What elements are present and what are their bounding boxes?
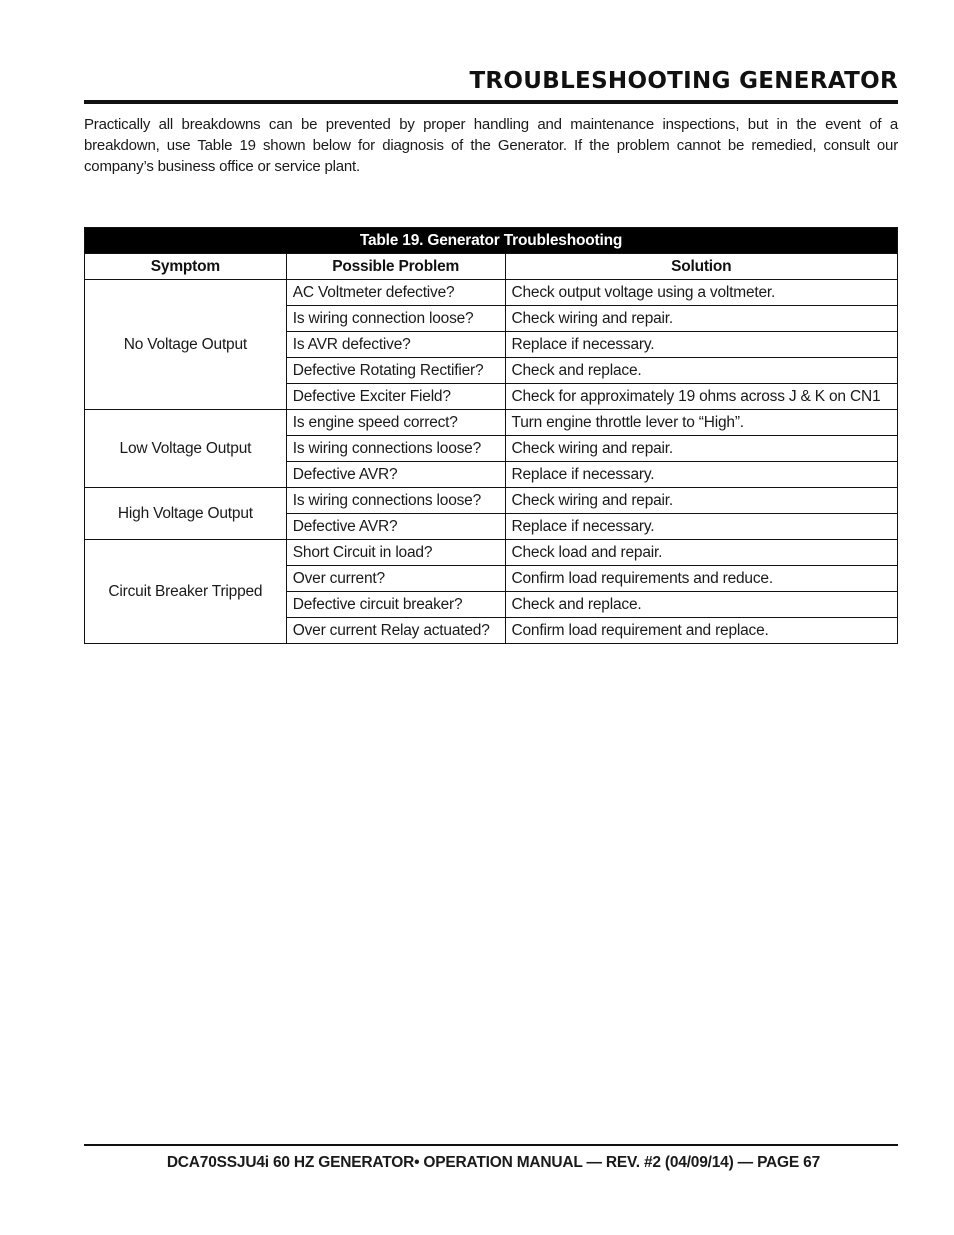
column-header-solution: Solution (505, 254, 897, 280)
solution-cell: Check load and repair. (505, 540, 897, 566)
solution-cell: Check wiring and repair. (505, 306, 897, 332)
problem-cell: Over current Relay actuated? (286, 618, 505, 644)
table-row (85, 410, 898, 436)
footer-rule (84, 1144, 898, 1146)
solution-cell: Confirm load requirement and replace. (505, 618, 897, 644)
page-title: TROUBLESHOOTING GENERATOR (469, 68, 898, 94)
solution-cell: Confirm load requirements and reduce. (505, 566, 897, 592)
symptom-cell: No Voltage Output (85, 280, 287, 410)
solution-cell: Replace if necessary. (505, 332, 897, 358)
solution-cell: Check wiring and repair. (505, 436, 897, 462)
problem-cell: AC Voltmeter defective? (286, 280, 505, 306)
problem-cell: Is AVR defective? (286, 332, 505, 358)
problem-cell: Defective circuit breaker? (286, 592, 505, 618)
table-row (85, 488, 898, 514)
problem-cell: Is wiring connection loose? (286, 306, 505, 332)
solution-cell: Check wiring and repair. (505, 488, 897, 514)
solution-cell: Check output voltage using a voltmeter. (505, 280, 897, 306)
problem-cell: Defective Rotating Rectifier? (286, 358, 505, 384)
problem-cell: Is engine speed correct? (286, 410, 505, 436)
solution-cell: Replace if necessary. (505, 462, 897, 488)
table-header-row (85, 254, 898, 280)
solution-cell: Check and replace. (505, 592, 897, 618)
symptom-cell: High Voltage Output (85, 488, 287, 540)
symptom-cell: Low Voltage Output (85, 410, 287, 488)
problem-cell: Is wiring connections loose? (286, 488, 505, 514)
problem-cell: Short Circuit in load? (286, 540, 505, 566)
table-caption: Table 19. Generator Troubleshooting (85, 228, 898, 254)
solution-cell: Check and replace. (505, 358, 897, 384)
page-footer: DCA70SSJU4i 60 HZ GENERATOR• OPERATION MANUAL — REV. #2 (04/09/14) — PAGE 67 (166, 1154, 820, 1171)
column-header-symptom: Symptom (85, 254, 287, 280)
problem-cell: Defective AVR? (286, 514, 505, 540)
solution-cell: Check for approximately 19 ohms across J & K on CN1 (505, 384, 897, 410)
solution-cell: Turn engine throttle lever to “High”. (505, 410, 897, 436)
table-row (85, 280, 898, 306)
problem-cell: Defective Exciter Field? (286, 384, 505, 410)
problem-cell: Over current? (286, 566, 505, 592)
title-rule (84, 100, 898, 104)
table-caption-row (85, 228, 898, 254)
column-header-possible-problem: Possible Problem (286, 254, 505, 280)
solution-cell: Replace if necessary. (505, 514, 897, 540)
problem-cell: Is wiring connections loose? (286, 436, 505, 462)
symptom-cell: Circuit Breaker Tripped (85, 540, 287, 644)
troubleshooting-table (84, 227, 898, 644)
intro-paragraph: Practically all breakdowns can be prevented by proper handling and maintenance inspections, but in the event of a breakdown, use Table 19 shown below for diagnosis of the Generator. If the problem cannot be remedied, consult our company’s business office or service plant. (84, 116, 898, 175)
table-row (85, 540, 898, 566)
problem-cell: Defective AVR? (286, 462, 505, 488)
